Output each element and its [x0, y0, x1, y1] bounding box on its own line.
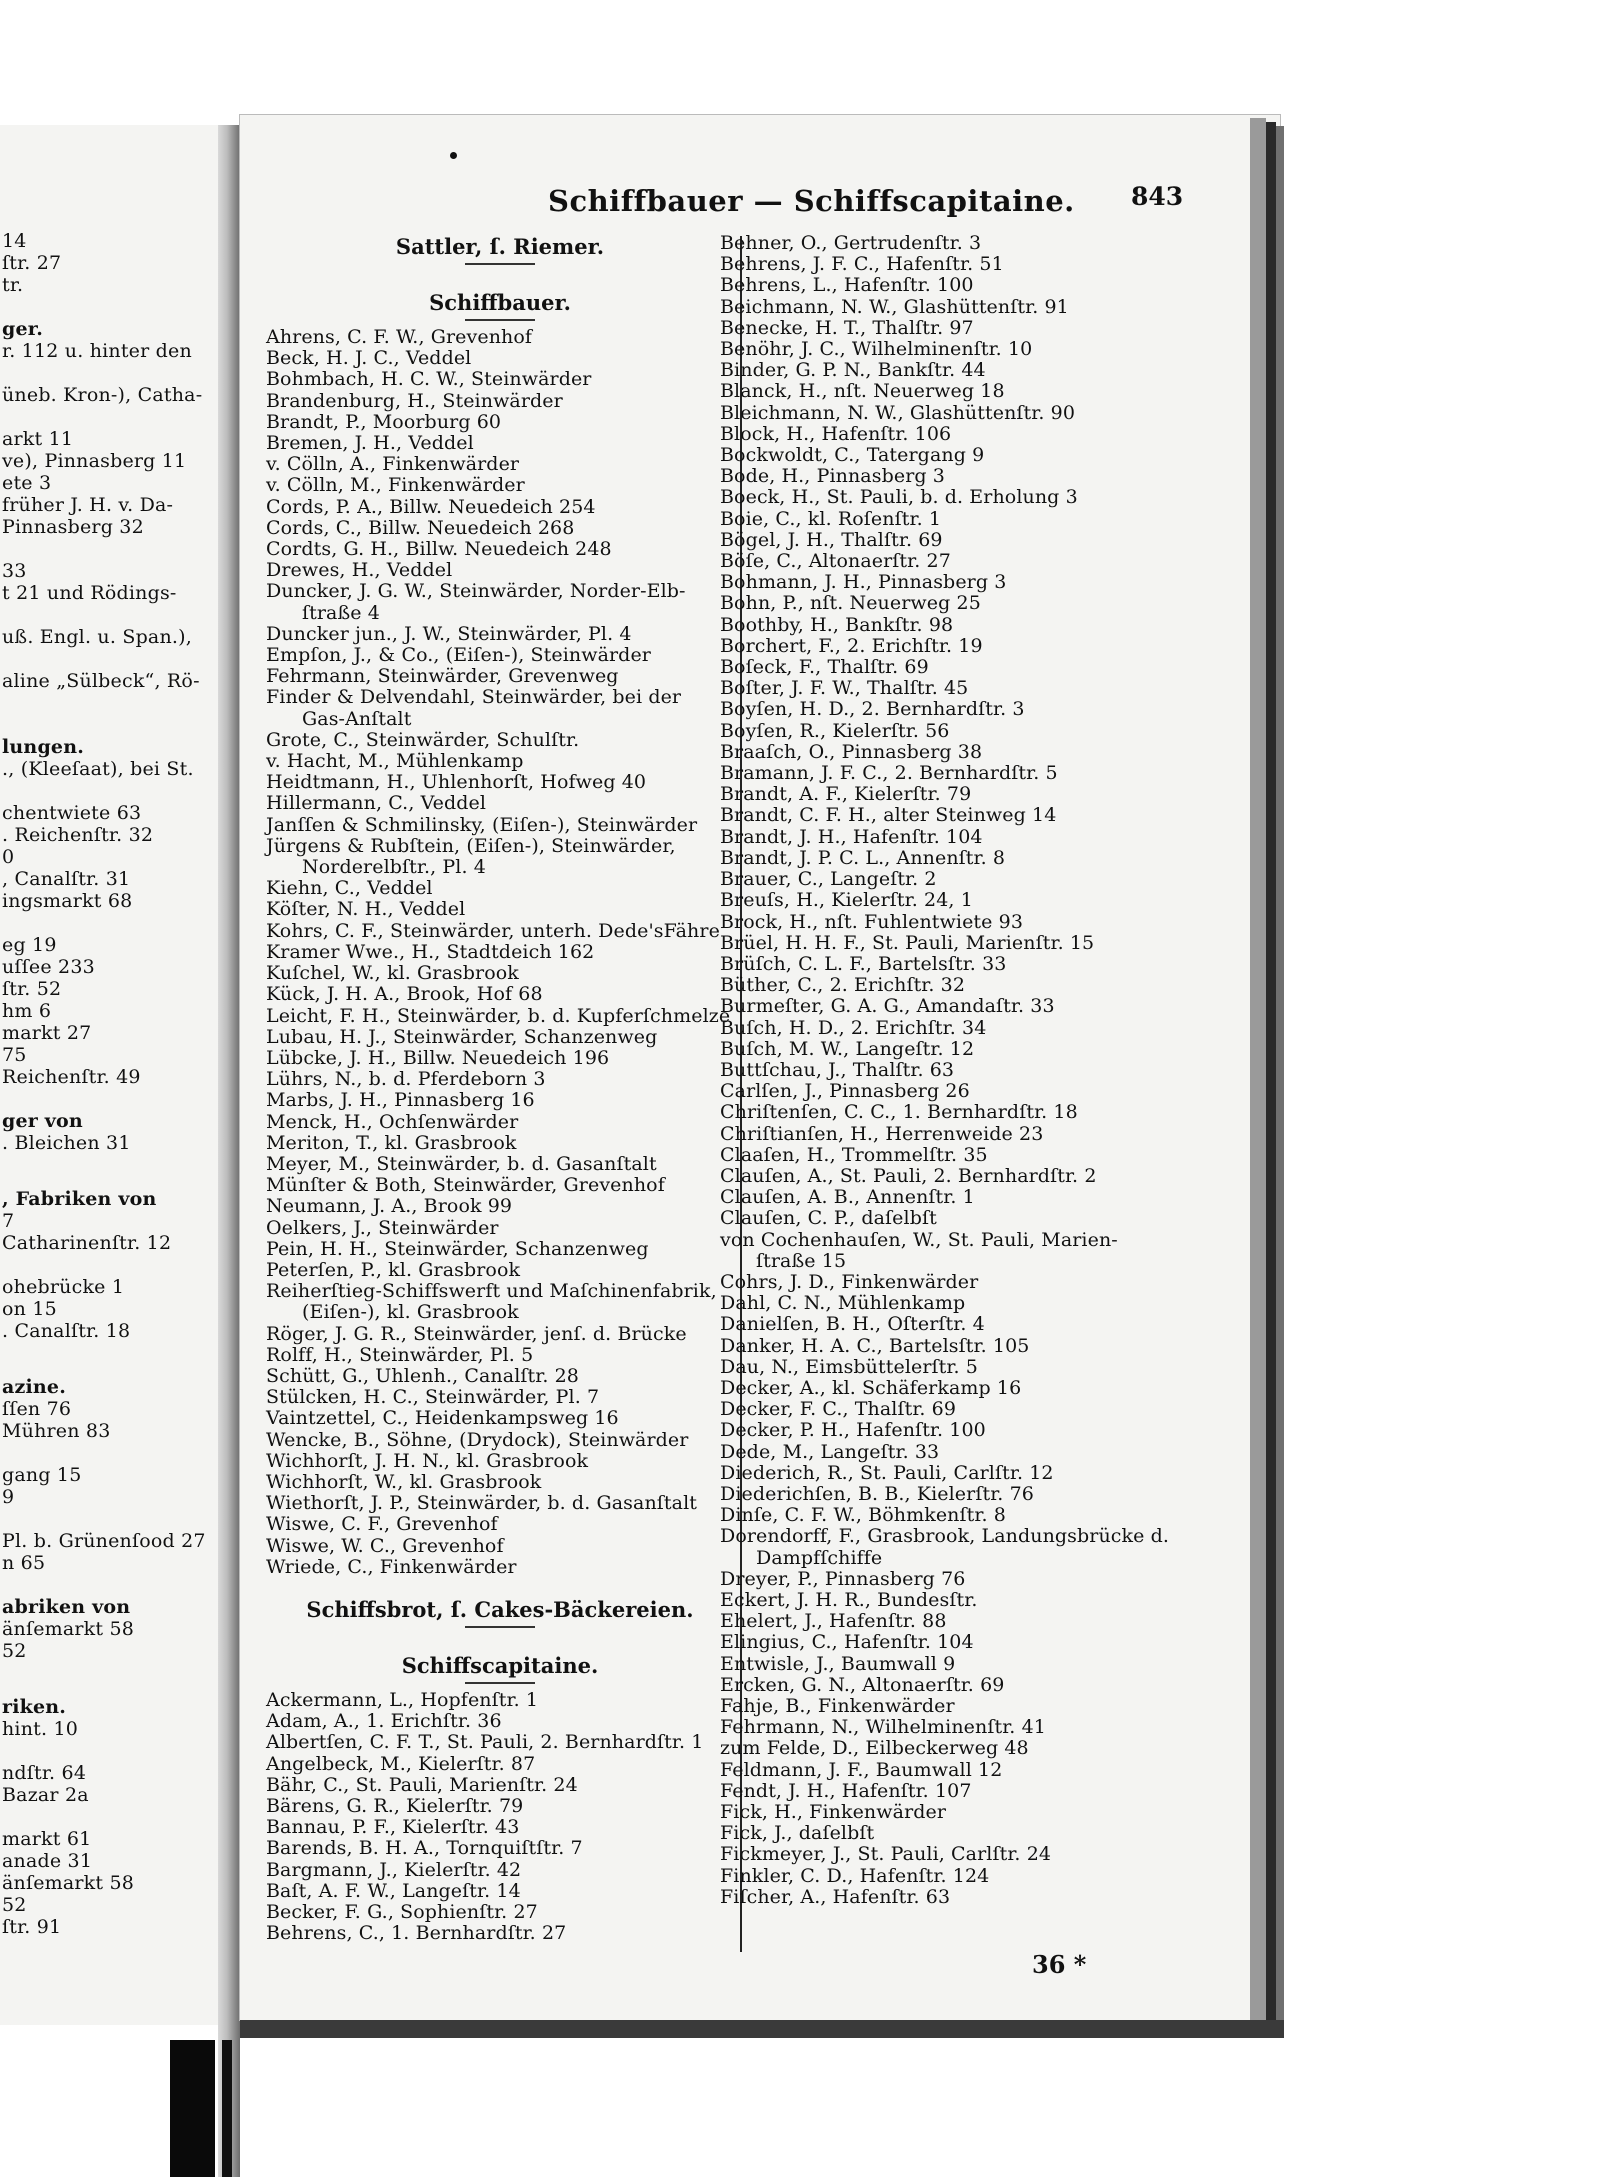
left-page-line: lungen.: [2, 736, 85, 758]
directory-entry: Wichhorſt, J. H. N., kl. Grasbrook: [266, 1449, 589, 1472]
directory-entry: Boothby, H., Bankſtr. 98: [720, 613, 954, 636]
directory-entry: Dahl, C. N., Mühlenkamp: [720, 1292, 966, 1315]
directory-entry: Boie, C., kl. Roſenſtr. 1: [720, 507, 942, 530]
directory-entry: Dreyer, P., Pinnasberg 76: [720, 1567, 966, 1590]
directory-entry: Brüel, H. H. F., St. Pauli, Marienſtr. 15: [720, 931, 1095, 954]
directory-entry: Bärens, G. R., Kielerſtr. 79: [266, 1795, 524, 1817]
directory-entry: Boſter, J. F. W., Thalſtr. 45: [720, 677, 969, 700]
left-page-line: ohebrücke 1: [2, 1276, 125, 1298]
directory-entry: Clauſen, A., St. Pauli, 2. Bernhardſtr. 2: [720, 1164, 1097, 1187]
left-page-line: , Fabriken von: [2, 1188, 157, 1210]
left-page-line: ve), Pinnasberg 11: [2, 450, 187, 472]
directory-entry: Dede, M., Langeſtr. 33: [720, 1440, 940, 1463]
left-page-fragment: [0, 125, 218, 2025]
directory-entry: v. Cölln, A., Finkenwärder: [266, 453, 520, 476]
left-page-line: Mühren 83: [2, 1420, 111, 1442]
left-page-line: 0: [2, 846, 15, 868]
directory-entry: Binder, G. P. N., Bankſtr. 44: [720, 359, 986, 382]
section-heading: Schiffsbrot, ſ. Cakes-Bäckereien.: [306, 1596, 694, 1622]
directory-entry: Peterſen, P., kl. Grasbrook: [266, 1258, 521, 1281]
section-gap: [266, 1634, 734, 1652]
directory-entry: Fickmeyer, J., St. Pauli, Carlſtr. 24: [720, 1843, 1052, 1866]
book-spine-shadow: [170, 2040, 215, 2177]
directory-column-left: [266, 233, 734, 1944]
directory-entry: Danielſen, B. H., Oſterſtr. 4: [720, 1313, 985, 1336]
directory-entry: Brandt, P., Moorburg 60: [266, 410, 502, 433]
directory-entry: Menck, H., Ochſenwärder: [266, 1110, 519, 1133]
directory-entry: Münſter & Both, Steinwärder, Grevenhof: [266, 1174, 665, 1197]
directory-entry: Bohmbach, H. C. W., Steinwärder: [266, 368, 592, 391]
directory-entry: Buttſchau, J., Thalſtr. 63: [720, 1058, 955, 1081]
directory-entry: Behrens, L., Hafenſtr. 100: [720, 274, 974, 297]
section-heading: Schiffscapitaine.: [401, 1652, 599, 1678]
directory-entry: Wiethorſt, J. P., Steinwärder, b. d. Gasanſtalt: [266, 1492, 698, 1515]
directory-entry: Elingius, C., Hafenſtr. 104: [720, 1631, 974, 1654]
directory-entry: Claaſen, H., Trommelſtr. 35: [720, 1143, 988, 1166]
directory-entry: Brauer, C., Langeſtr. 2: [720, 868, 937, 891]
directory-entry-continuation: ſtraße 15: [756, 1249, 847, 1272]
left-page-line: anade 31: [2, 1850, 93, 1872]
directory-entry: Buſch, H. D., 2. Erichſtr. 34: [720, 1016, 987, 1039]
heading-rule: [465, 263, 535, 265]
left-page-line: ſtr. 52: [2, 978, 62, 1000]
left-page-line: ſtr. 27: [2, 252, 62, 274]
section-heading: Schiffbauer.: [429, 290, 571, 315]
left-page-line: tr.: [2, 274, 24, 296]
directory-entry: Ahrens, C. F. W., Grevenhof: [266, 326, 533, 348]
directory-entry: Beichmann, N. W., Glashüttenſtr. 91: [720, 295, 1069, 318]
left-page-line: ndſtr. 64: [2, 1762, 87, 1784]
directory-entry: Drewes, H., Veddel: [266, 559, 453, 582]
directory-entry: Kiehn, C., Veddel: [266, 877, 433, 900]
left-page-line: markt 61: [2, 1828, 92, 1850]
directory-entry: Danker, H. A. C., Bartelsſtr. 105: [720, 1334, 1030, 1357]
directory-entry-continuation: ſtraße 4: [302, 601, 380, 624]
section-gap: [266, 271, 734, 289]
left-page-line: aline „Sülbeck“, Rö-: [2, 670, 200, 692]
directory-entry: Brandt, J. P. C. L., Annenſtr. 8: [720, 846, 1006, 869]
directory-entry: Entwisle, J., Baumwall 9: [720, 1652, 956, 1675]
directory-entry: Decker, A., kl. Schäferkamp 16: [720, 1376, 1022, 1399]
directory-entry: Brandt, J. H., Hafenſtr. 104: [720, 825, 983, 848]
directory-entry: Lubau, H. J., Steinwärder, Schanzenweg: [266, 1025, 658, 1048]
directory-entry: Bramann, J. F. C., 2. Bernhardſtr. 5: [720, 762, 1058, 785]
directory-column-right: [720, 233, 1180, 1908]
directory-entry: Hillermann, C., Veddel: [266, 792, 487, 815]
directory-entry: Finkler, C. D., Hafenſtr. 124: [720, 1864, 990, 1887]
directory-entry: Röger, J. G. R., Steinwärder, jenſ. d. Brücke: [266, 1322, 687, 1345]
directory-entry: Breuſs, H., Kielerſtr. 24, 1: [720, 889, 973, 912]
directory-entry: Wichhorſt, W., kl. Grasbrook: [266, 1470, 542, 1493]
heading-rule: [465, 319, 535, 321]
directory-entry: Baſt, A. F. W., Langeſtr. 14: [266, 1879, 521, 1902]
directory-entry: Adam, A., 1. Erichſtr. 36: [266, 1710, 502, 1733]
directory-entry: Marbs, J. H., Pinnasberg 16: [266, 1089, 535, 1112]
left-page-line: ., (Kleeſaat), bei St.: [2, 758, 194, 780]
page-edge: [1266, 122, 1276, 2027]
directory-entry: Leicht, F. H., Steinwärder, b. d. Kupferſchmelze: [266, 1004, 731, 1027]
directory-entry: Bleichmann, N. W., Glashüttenſtr. 90: [720, 401, 1076, 424]
directory-entry: Fick, H., Finkenwärder: [720, 1801, 947, 1824]
left-page-line: früher J. H. v. Da-: [2, 494, 174, 516]
directory-entry: Meriton, T., kl. Grasbrook: [266, 1131, 517, 1154]
print-dot: [450, 152, 457, 159]
directory-entry: Carlſen, J., Pinnasberg 26: [720, 1080, 970, 1103]
directory-entry: Braaſch, O., Pinnasberg 38: [720, 740, 983, 763]
book-gutter: [218, 125, 240, 2177]
directory-entry: Decker, F. C., Thalſtr. 69: [720, 1398, 957, 1421]
directory-entry: Borchert, F., 2. Erichſtr. 19: [720, 634, 983, 657]
directory-entry: Köſter, N. H., Veddel: [266, 898, 466, 921]
directory-entry: Fendt, J. H., Hafenſtr. 107: [720, 1779, 972, 1802]
left-page-line: azine.: [2, 1376, 67, 1398]
left-page-line: 75: [2, 1044, 27, 1066]
left-page-line: n 65: [2, 1552, 46, 1574]
directory-entry: Buſch, M. W., Langeſtr. 12: [720, 1037, 975, 1060]
left-page-line: markt 27: [2, 1022, 92, 1044]
left-page-line: . Reichenſtr. 32: [2, 824, 154, 846]
directory-entry: Büther, C., 2. Erichſtr. 32: [720, 974, 966, 997]
signature-mark: 36 *: [1032, 1950, 1087, 1979]
left-page-line: eg 19: [2, 934, 57, 956]
left-page-line: ger.: [2, 318, 44, 340]
directory-entry: Fehrmann, N., Wilhelminenſtr. 41: [720, 1716, 1046, 1739]
directory-entry: Boyſen, R., Kielerſtr. 56: [720, 719, 950, 742]
page-edge: [1250, 118, 1266, 2023]
directory-entry-continuation: Dampfſchiffe: [756, 1546, 883, 1569]
directory-entry: Cords, C., Billw. Neuedeich 268: [266, 516, 575, 539]
directory-entry: Ehelert, J., Hafenſtr. 88: [720, 1610, 947, 1633]
directory-entry: Benöhr, J. C., Wilhelminenſtr. 10: [720, 338, 1033, 361]
heading-rule: [465, 1626, 535, 1628]
directory-entry: Brandt, C. F. H., alter Steinweg 14: [720, 804, 1057, 827]
book-spine-edge: [222, 2040, 232, 2177]
left-page-line: 7: [2, 1210, 15, 1232]
directory-entry: Lührs, N., b. d. Pferdeborn 3: [266, 1068, 546, 1091]
directory-entry: Brock, H., nſt. Fuhlentwiete 93: [720, 910, 1024, 933]
directory-entry: Cords, P. A., Billw. Neuedeich 254: [266, 495, 596, 518]
directory-entry: Brüſch, C. L. F., Bartelsſtr. 33: [720, 952, 1007, 975]
directory-entry: Eckert, J. H. R., Bundesſtr.: [720, 1589, 978, 1611]
left-page-line: 52: [2, 1894, 27, 1916]
left-page-line: uſſee 233: [2, 956, 95, 978]
directory-entry: Bargmann, J., Kielerſtr. 42: [266, 1858, 522, 1881]
left-page-line: 33: [2, 560, 27, 582]
directory-entry: Reiherſtieg-Schiffswerft und Maſchinenfabrik,: [266, 1280, 717, 1303]
directory-entry: von Cochenhauſen, W., St. Pauli, Marien-: [720, 1228, 1118, 1251]
directory-entry: Kramer Wwe., H., Stadtdeich 162: [266, 940, 595, 963]
page-edge: [1276, 126, 1284, 2031]
directory-entry: Bögel, J. H., Thalſtr. 69: [720, 528, 943, 551]
directory-entry: Jürgens & Rubſtein, (Eiſen-), Steinwärder,: [266, 834, 676, 857]
directory-entry: Beck, H. J. C., Veddel: [266, 347, 472, 370]
directory-entry: Dinſe, C. F. W., Böhmkenſtr. 8: [720, 1504, 1006, 1527]
directory-entry: Ercken, G. N., Altonaerſtr. 69: [720, 1673, 1005, 1696]
left-page-line: . Bleichen 31: [2, 1132, 131, 1154]
directory-entry: Brandt, A. F., Kielerſtr. 79: [720, 783, 972, 806]
left-page-line: Pl. b. Grünenſood 27: [2, 1530, 206, 1552]
directory-entry: Schütt, G., Uhlenh., Canalſtr. 28: [266, 1364, 579, 1387]
directory-entry: Brandenburg, H., Steinwärder: [266, 389, 563, 412]
directory-entry: Dau, N., Eimsbüttelerſtr. 5: [720, 1355, 978, 1378]
directory-entry: Diederichſen, B. B., Kielerſtr. 76: [720, 1482, 1034, 1505]
directory-entry: Kohrs, C. F., Steinwärder, unterh. Dede'sFähre: [266, 919, 720, 942]
directory-entry: Vaintzettel, C., Heidenkampsweg 16: [266, 1407, 619, 1430]
directory-entry: Kück, J. H. A., Brook, Hof 68: [266, 983, 543, 1006]
directory-entry: zum Felde, D., Eilbeckerweg 48: [720, 1737, 1029, 1760]
left-page-line: on 15: [2, 1298, 57, 1320]
directory-entry: Bohmann, J. H., Pinnasberg 3: [720, 571, 1007, 594]
directory-entry: Meyer, M., Steinwärder, b. d. Gasanſtalt: [266, 1152, 657, 1175]
directory-entry: Block, H., Hafenſtr. 106: [720, 422, 952, 445]
heading-rule: [465, 1682, 535, 1684]
left-page-line: Reichenſtr. 49: [2, 1066, 141, 1088]
left-page-line: abriken von: [2, 1596, 131, 1618]
page-bottom-edge: [240, 2020, 1284, 2038]
left-page-line: hint. 10: [2, 1718, 79, 1740]
directory-entry: Wencke, B., Söhne, (Drydock), Steinwärder: [266, 1428, 689, 1451]
directory-entry: Albertſen, C. F. T., St. Pauli, 2. Bernhardſtr. 1: [266, 1731, 704, 1754]
directory-entry-continuation: Norderelbſtr., Pl. 4: [302, 856, 486, 879]
left-page-line: 14: [2, 230, 27, 252]
directory-entry: Empſon, J., & Co., (Eiſen-), Steinwärder: [266, 644, 651, 667]
left-page-line: uß. Engl. u. Span.),: [2, 626, 192, 648]
running-head: Schiffbauer — Schiffscapitaine.: [548, 184, 1075, 218]
directory-entry: Cordts, G. H., Billw. Neuedeich 248: [266, 538, 612, 561]
directory-entry: Stülcken, H. C., Steinwärder, Pl. 7: [266, 1386, 600, 1409]
directory-entry: Fick, J., daſelbſt: [720, 1822, 875, 1845]
directory-entry: Benecke, H. T., Thalſtr. 97: [720, 316, 974, 339]
directory-entry: Fiſcher, A., Hafenſtr. 63: [720, 1885, 951, 1908]
directory-entry: Rolff, H., Steinwärder, Pl. 5: [266, 1343, 534, 1366]
page-number: 843: [1131, 182, 1184, 211]
directory-entry: Duncker jun., J. W., Steinwärder, Pl. 4: [266, 622, 632, 645]
directory-entry: Heidtmann, H., Uhlenhorſt, Hofweg 40: [266, 771, 647, 794]
left-page-line: chentwiete 63: [2, 802, 142, 824]
left-page-line: , Canalſtr. 31: [2, 868, 131, 890]
directory-entry: Wiswe, C. F., Grevenhof: [266, 1513, 498, 1536]
left-page-line: 52: [2, 1640, 27, 1662]
directory-entry: Finder & Delvendahl, Steinwärder, bei der: [266, 686, 682, 709]
directory-entry: Pein, H. H., Steinwärder, Schanzenweg: [266, 1237, 649, 1260]
directory-entry: Behner, O., Gertrudenſtr. 3: [720, 232, 982, 254]
directory-entry: Becker, F. G., Sophienſtr. 27: [266, 1901, 538, 1924]
directory-entry: Decker, P. H., Hafenſtr. 100: [720, 1419, 986, 1442]
directory-entry: Fahje, B., Finkenwärder: [720, 1695, 955, 1718]
left-page-line: Catharinenſtr. 12: [2, 1232, 172, 1254]
directory-entry: Grote, C., Steinwärder, Schulſtr.: [266, 728, 580, 751]
directory-entry: Dorendorff, F., Grasbrook, Landungsbrücke d.: [720, 1525, 1170, 1548]
directory-entry-continuation: (Eiſen-), kl. Grasbrook: [302, 1301, 519, 1324]
left-page-line: arkt 11: [2, 428, 74, 450]
directory-entry: Wiswe, W. C., Grevenhof: [266, 1534, 504, 1557]
directory-entry: Fehrmann, Steinwärder, Grevenweg: [266, 665, 619, 688]
left-page-line: hm 6: [2, 1000, 52, 1022]
directory-entry: Wriede, C., Finkenwärder: [266, 1555, 517, 1578]
directory-entry: Barends, B. H. A., Tornquiſtſtr. 7: [266, 1837, 583, 1860]
directory-entry: Diederich, R., St. Pauli, Carlſtr. 12: [720, 1461, 1054, 1484]
directory-entry: Duncker, J. G. W., Steinwärder, Norder-Elb-: [266, 580, 686, 603]
left-page-line: üneb. Kron-), Catha-: [2, 384, 203, 406]
directory-entry: Bannau, P. F., Kielerſtr. 43: [266, 1816, 520, 1839]
directory-entry: Böſe, C., Altonaerſtr. 27: [720, 550, 951, 573]
directory-entry: Cohrs, J. D., Finkenwärder: [720, 1270, 979, 1293]
section-gap: [266, 1578, 734, 1596]
directory-entry: Oelkers, J., Steinwärder: [266, 1216, 499, 1239]
directory-entry: Behrens, C., 1. Bernhardſtr. 27: [266, 1922, 567, 1945]
left-page-line: r. 112 u. hinter den: [2, 340, 192, 362]
directory-entry: Kuſchel, W., kl. Grasbrook: [266, 962, 519, 985]
directory-entry: Clauſen, C. P., daſelbſt: [720, 1207, 937, 1230]
directory-entry: Boeck, H., St. Pauli, b. d. Erholung 3: [720, 486, 1078, 509]
directory-entry: Bähr, C., St. Pauli, Marienſtr. 24: [266, 1773, 578, 1796]
directory-entry-continuation: Gas-Anſtalt: [302, 707, 412, 730]
directory-entry: Ackermann, L., Hopfenſtr. 1: [266, 1688, 539, 1711]
left-page-line: ſſen 76: [2, 1398, 72, 1420]
left-page-line: änſemarkt 58: [2, 1872, 135, 1894]
left-page-line: t 21 und Rödings-: [2, 582, 177, 604]
left-page-line: Bazar 2a: [2, 1784, 89, 1806]
directory-entry: Bockwoldt, C., Tatergang 9: [720, 444, 985, 467]
directory-entry: Behrens, J. F. C., Hafenſtr. 51: [720, 253, 1004, 276]
directory-entry: Lübcke, J. H., Billw. Neuedeich 196: [266, 1046, 610, 1069]
directory-entry: Chriſtianſen, H., Herrenweide 23: [720, 1122, 1044, 1145]
left-page-line: ſtr. 91: [2, 1916, 62, 1938]
directory-entry: Bode, H., Pinnasberg 3: [720, 465, 945, 488]
left-page-line: Pinnasberg 32: [2, 516, 144, 538]
left-page-line: . Canalſtr. 18: [2, 1320, 131, 1342]
left-page-line: ete 3: [2, 472, 52, 494]
left-page-line: ger von: [2, 1110, 83, 1132]
left-page-line: gang 15: [2, 1464, 82, 1486]
left-page-line: 9: [2, 1486, 15, 1508]
left-page-line: riken.: [2, 1696, 67, 1718]
directory-entry: Janſſen & Schmilinsky, (Eiſen-), Steinwärder: [266, 813, 698, 836]
directory-entry: v. Cölln, M., Finkenwärder: [266, 474, 525, 497]
directory-entry: Chriſtenſen, C. C., 1. Bernhardſtr. 18: [720, 1101, 1078, 1124]
directory-entry: Clauſen, A. B., Annenſtr. 1: [720, 1186, 975, 1209]
directory-entry: Burmeſter, G. A. G., Amandaſtr. 33: [720, 995, 1055, 1018]
left-page-line: ingsmarkt 68: [2, 890, 133, 912]
directory-entry: Angelbeck, M., Kielerſtr. 87: [266, 1752, 536, 1775]
directory-entry: Neumann, J. A., Brook 99: [266, 1195, 513, 1218]
directory-entry: Boyſen, H. D., 2. Bernhardſtr. 3: [720, 698, 1025, 721]
directory-entry: Boſeck, F., Thalſtr. 69: [720, 656, 929, 679]
left-page-line: änſemarkt 58: [2, 1618, 135, 1640]
directory-entry: v. Hacht, M., Mühlenkamp: [266, 750, 524, 773]
directory-entry: Bohn, P., nſt. Neuerweg 25: [720, 592, 981, 615]
directory-entry: Feldmann, J. F., Baumwall 12: [720, 1758, 1003, 1781]
directory-entry: Blanck, H., nſt. Neuerweg 18: [720, 380, 1005, 403]
directory-entry: Bremen, J. H., Veddel: [266, 432, 474, 455]
section-heading: Sattler, ſ. Riemer.: [395, 234, 605, 259]
